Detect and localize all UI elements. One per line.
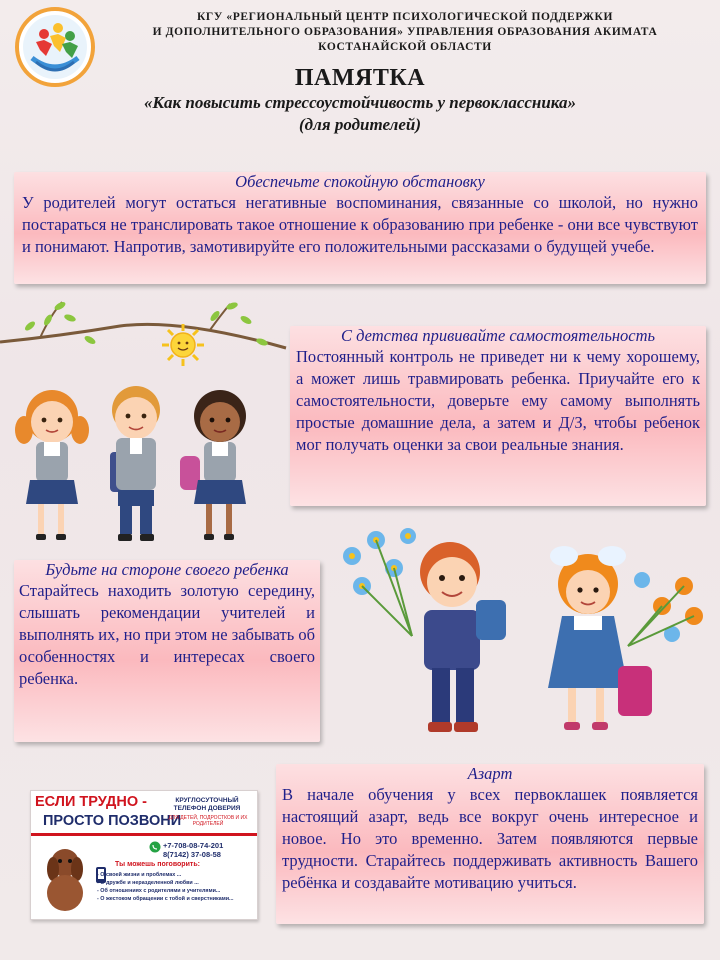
tip-card-excitement bbox=[276, 764, 704, 924]
school-children-illustration bbox=[14, 372, 276, 550]
whatsapp-icon bbox=[149, 841, 161, 853]
banner-topics-title: Ты можешь поговорить: bbox=[115, 861, 200, 868]
org-line: КГУ «РЕГИОНАЛЬНЫЙ ЦЕНТР ПСИХОЛОГИЧЕСКОЙ ПОДДЕРЖКИ bbox=[196, 11, 613, 23]
document-title-block bbox=[0, 64, 720, 136]
tip-card-title: Будьте на стороне своего ребенка bbox=[45, 560, 289, 579]
document-audience: (для родителей) bbox=[299, 115, 421, 134]
tip-card-title: С детства прививайте самостоятельность bbox=[340, 326, 656, 345]
banner-headline-2: ПРОСТО ПОЗВОНИ bbox=[43, 813, 182, 829]
banner-topic: - О своей жизни и проблемах ... bbox=[97, 872, 182, 878]
tip-card-body: В начале обучения у всех первоклашек появляется настоящий азарт, ведь все вокруг очень интересное и новое. Но это временно. Затем появляются первые трудности. Старайтесь поддерживать активность Вашего ребёнка и создавайте мотивацию учиться. bbox=[282, 785, 698, 892]
banner-topics-list bbox=[97, 871, 234, 903]
tip-card-body: Старайтесь находить золотую середину, слышать рекомендации учителей и выполнять их, но при этом не забывать об особенностях и интересах своего ребенка. bbox=[19, 581, 315, 688]
banner-phone-primary: +7-708-08-74-201 bbox=[163, 841, 224, 850]
org-line: И ДОПОЛНИТЕЛЬНОГО ОБРАЗОВАНИЯ» УПРАВЛЕНИЯ ОБРАЗОВАНИЯ АКИМАТА bbox=[152, 26, 658, 38]
document-subtitle: «Как повысить стрессоустойчивость у первоклассника» bbox=[143, 93, 576, 112]
kids-with-flowers-illustration bbox=[332, 516, 712, 748]
dog-image bbox=[37, 841, 93, 913]
tip-card-independence bbox=[290, 326, 706, 506]
tip-card-title: Обеспечьте спокойную обстановку bbox=[235, 172, 485, 191]
branch-icon bbox=[0, 296, 290, 376]
banner-phones bbox=[163, 841, 223, 859]
tip-card-title: Азарт bbox=[467, 764, 513, 783]
banner-service-audience: ДЛЯ ДЕТЕЙ, ПОДРОСТКОВ И ИХ РОДИТЕЛЕЙ bbox=[168, 815, 248, 827]
banner-topic: - Об отношениях с родителями и учителями... bbox=[97, 888, 221, 894]
banner-service-title: КРУГЛОСУТОЧНЫЙ ТЕЛЕФОН ДОВЕРИЯ bbox=[173, 797, 241, 812]
helpline-banner bbox=[30, 790, 258, 920]
tip-card-childs-side bbox=[14, 560, 320, 742]
banner-topic: - О жестоком обращении с тобой и сверстниками... bbox=[97, 896, 234, 902]
banner-phone-secondary: 8(7142) 37-08-58 bbox=[163, 850, 221, 859]
org-line: КОСТАНАЙСКОЙ ОБЛАСТИ bbox=[318, 41, 492, 53]
banner-divider bbox=[31, 833, 257, 836]
organization-name bbox=[110, 10, 700, 55]
sun-icon bbox=[160, 322, 206, 368]
tip-card-calm-environment bbox=[14, 172, 706, 284]
banner-topic: - О дружбе и неразделенной любви ... bbox=[97, 880, 199, 886]
tip-card-body: У родителей могут остаться негативные воспоминания, связанные со школой, но нужно постараться не транслировать такое отношение к образованию при ребенке - они все чувствуют и понимают. Напротив, замотивируйте его положительными рассказами о будущей учебе. bbox=[22, 193, 698, 256]
tip-card-body: Постоянный контроль не приведет ни к чему хорошему, а может лишь травмировать ребенка. Приучайте его к самостоятельности, доверьте ему самому выполнять простые домашние дела, а затем и Д/З, чтобы ребенок мог получать оценки за свои реальные знания. bbox=[296, 347, 700, 454]
banner-headline-1: ЕСЛИ ТРУДНО - bbox=[35, 794, 147, 810]
document-title: ПАМЯТКА bbox=[294, 65, 426, 91]
